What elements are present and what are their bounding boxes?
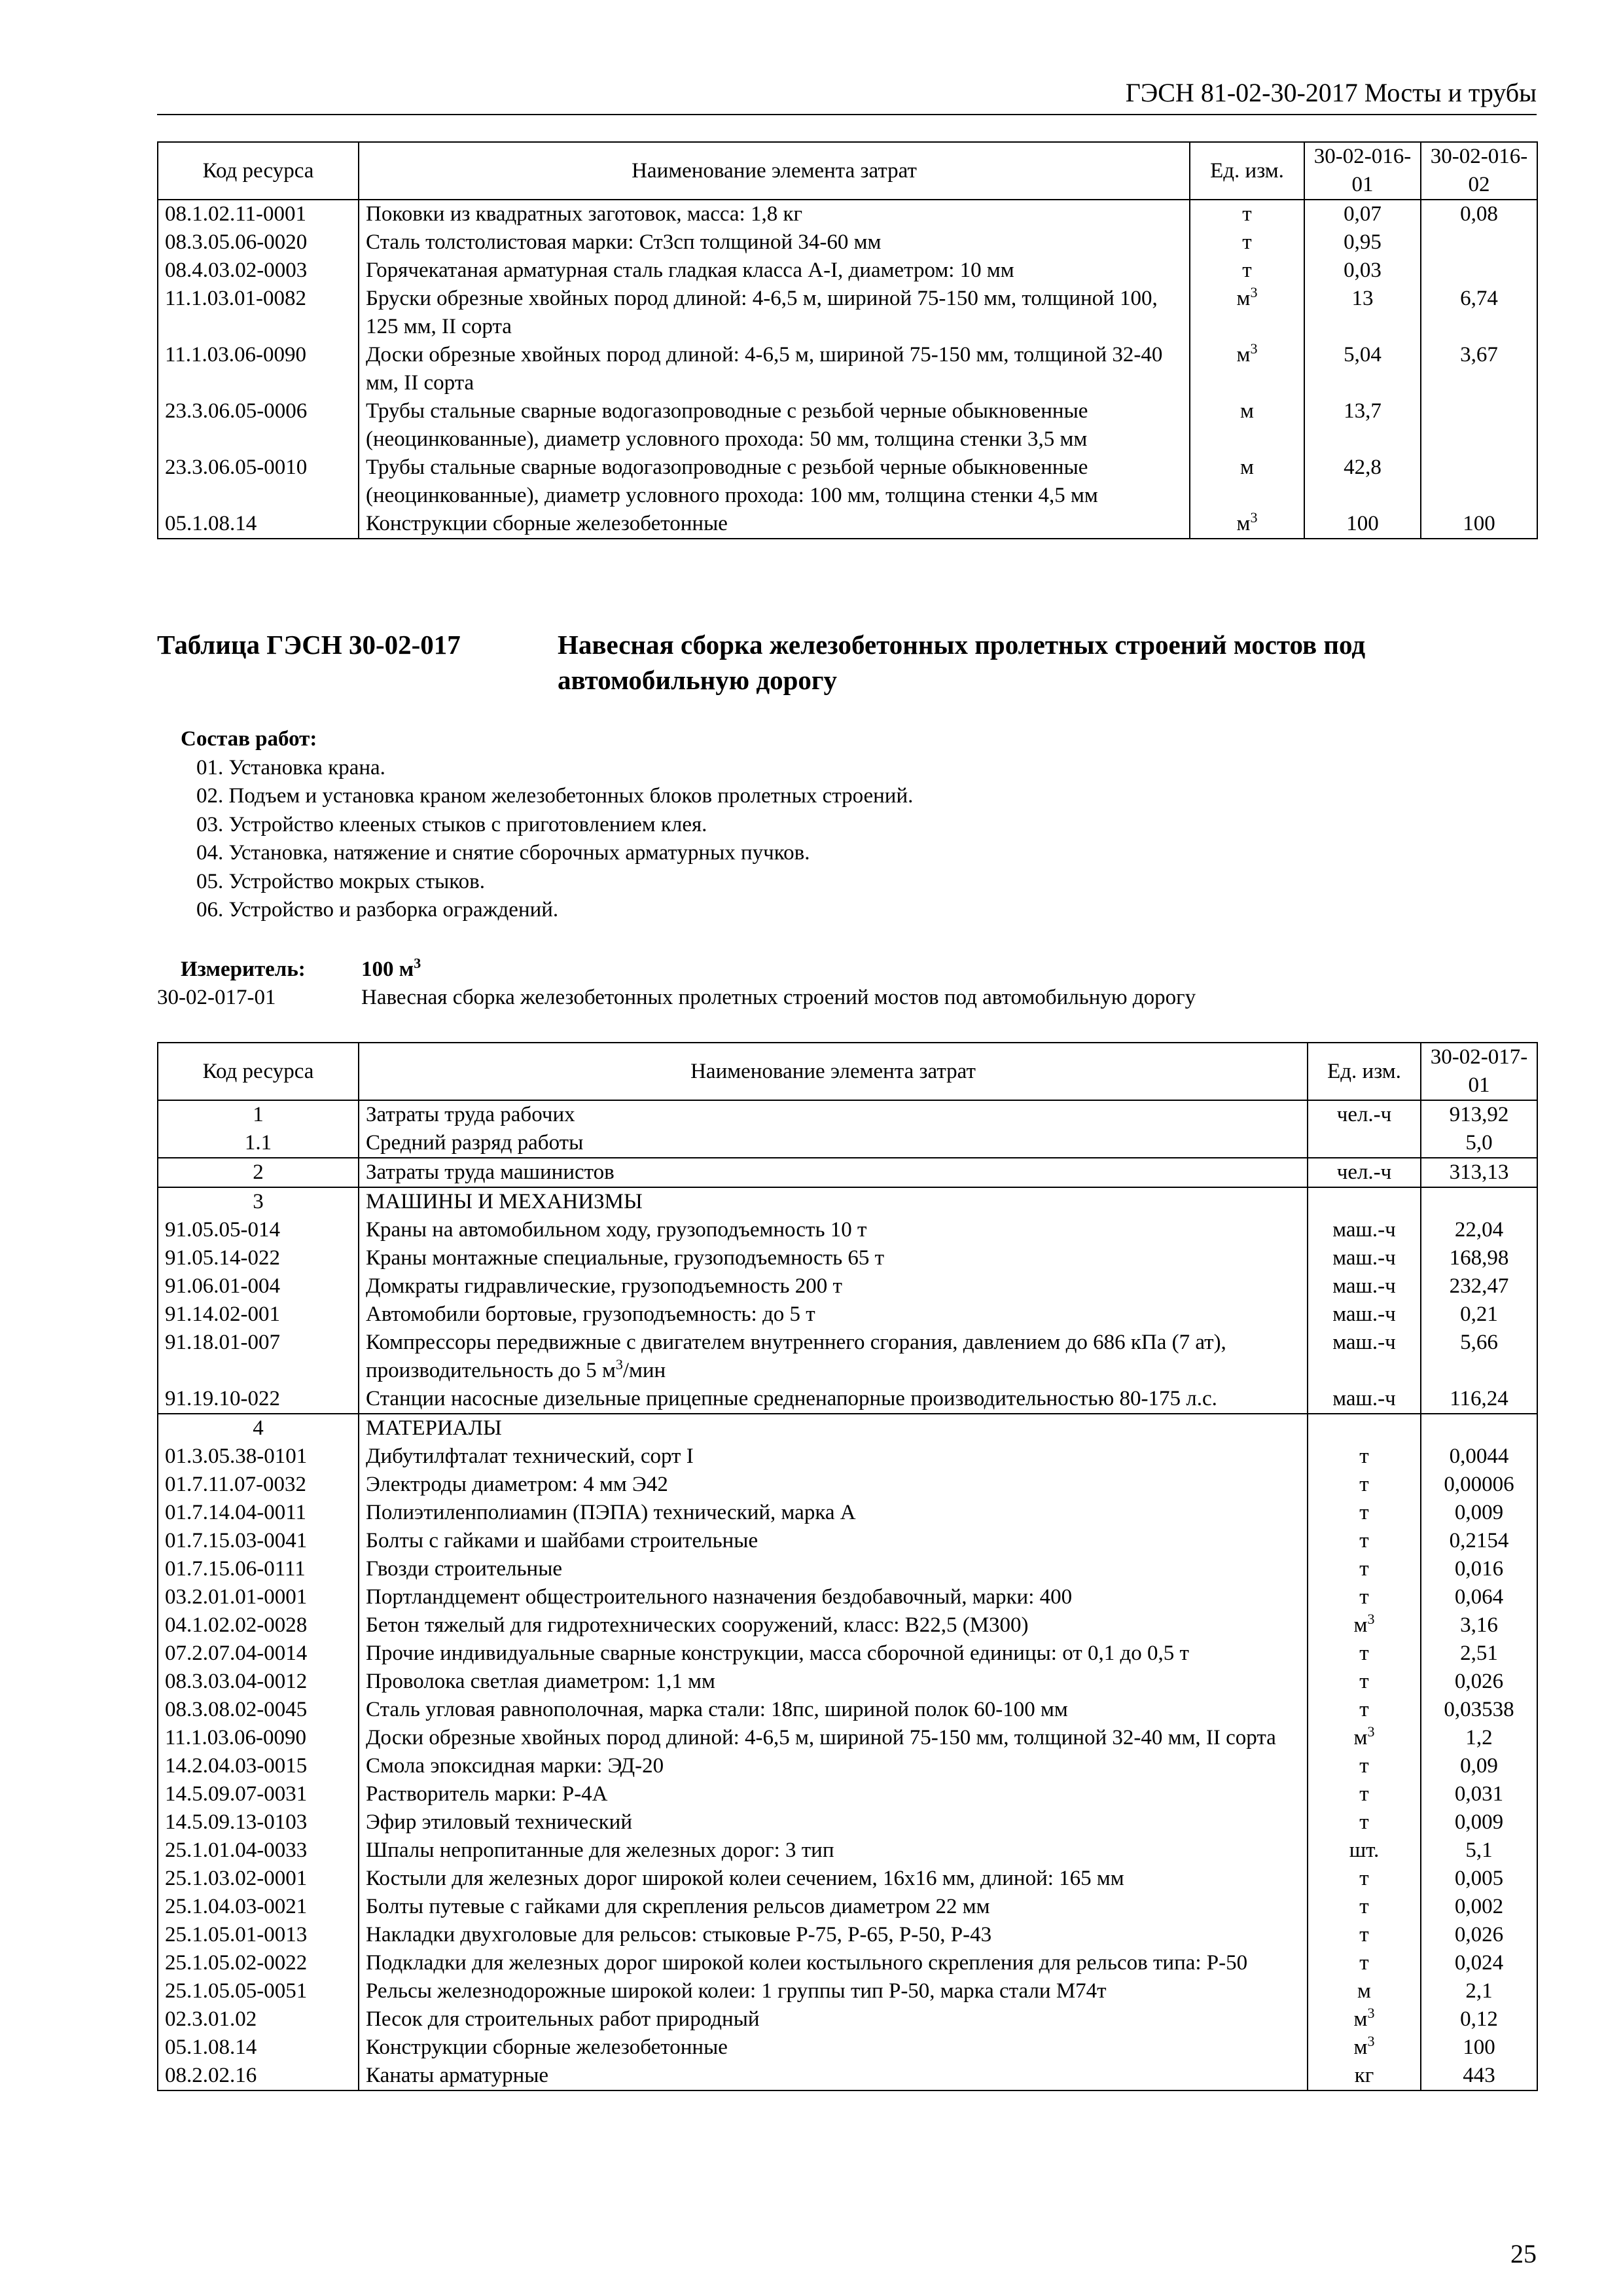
cell-name: Бетон тяжелый для гидротехнических сооружений, класс: В22,5 (М300): [359, 1611, 1308, 1640]
cell-code: 91.19.10-022: [158, 1385, 359, 1414]
cell-value-017-01: 0,031: [1421, 1780, 1537, 1808]
cell-name: Костыли для железных дорог широкой колеи сечением, 16х16 мм, длиной: 165 мм: [359, 1865, 1308, 1893]
table-row: [158, 2062, 1537, 2090]
group-row: [158, 1414, 1537, 1443]
table-row: [158, 257, 1537, 285]
cell-unit: т: [1308, 1949, 1421, 1977]
cell-name: Сталь толстолистовая марки: Ст3сп толщиной 34-60 мм: [359, 228, 1190, 257]
cell-name: Болты путевые с гайками для скрепления рельсов диаметром 22 мм: [359, 1893, 1308, 1921]
header-unit: Ед. изм.: [1308, 1043, 1421, 1100]
cell-code: 91.05.05-014: [158, 1216, 359, 1244]
cell-unit: $м^3$: [1190, 510, 1304, 539]
cell-code: 25.1.03.02-0001: [158, 1865, 359, 1893]
cell-value-017-01: 168,98: [1421, 1244, 1537, 1272]
cell-unit: [1308, 1187, 1421, 1216]
works-item: 06. Устройство и разборка ограждений.: [196, 898, 559, 922]
cell-value-017-01: 0,005: [1421, 1865, 1537, 1893]
meter-label: Измеритель:: [181, 958, 306, 981]
cell-unit: м: [1190, 397, 1304, 454]
cell-unit: $м^3$: [1308, 2005, 1421, 2034]
table-row: [158, 510, 1537, 539]
table-row: [158, 1244, 1537, 1272]
cell-code: 05.1.08.14: [158, 2034, 359, 2062]
table-row: [158, 1555, 1537, 1583]
cell-value-017-01: [1421, 1414, 1537, 1443]
cell-code: 02.3.01.02: [158, 2005, 359, 2034]
cell-value-017-01: 313,13: [1421, 1158, 1537, 1187]
works-title: Состав работ:: [181, 727, 317, 751]
cell-name: Компрессоры передвижные с двигателем внутреннего сгорания, давлением до 686 кПа (7 ат), производительность до 5 $м^3$/мин: [359, 1329, 1308, 1385]
table-row: [158, 1471, 1537, 1499]
cell-value-017-01: 0,00006: [1421, 1471, 1537, 1499]
cell-name: Затраты труда машинистов: [359, 1158, 1308, 1187]
cell-name: Домкраты гидравлические, грузоподъемность 200 т: [359, 1272, 1308, 1300]
table-row: [158, 1893, 1537, 1921]
table-row: [158, 1100, 1537, 1129]
cell-code: 1.1: [158, 1129, 359, 1158]
cell-code: 08.2.02.16: [158, 2062, 359, 2090]
cell-name: Бруски обрезные хвойных пород длиной: 4-6,5 м, шириной 75-150 мм, толщиной 100, 125 мм, II сорта: [359, 285, 1190, 341]
cell-value-016-01: 13,7: [1304, 397, 1421, 454]
cell-value-017-01: 3,16: [1421, 1611, 1537, 1640]
cell-value-017-01: 0,09: [1421, 1752, 1537, 1780]
table-row: [158, 1865, 1537, 1893]
cell-code: 1: [158, 1100, 359, 1129]
cell-value-017-01: 0,009: [1421, 1499, 1537, 1527]
cell-unit: маш.-ч: [1308, 1385, 1421, 1414]
table-row: [158, 1527, 1537, 1555]
cell-value-016-02: [1421, 397, 1537, 454]
cell-value-017-01: [1421, 1187, 1537, 1216]
cell-unit: $м^3$: [1308, 1724, 1421, 1752]
group-row: [158, 1187, 1537, 1216]
works-composition: [181, 725, 913, 925]
table-row: [158, 1272, 1537, 1300]
table-row: [158, 285, 1537, 341]
header-code: Код ресурса: [158, 142, 359, 200]
meter-value: 100 $м^3$: [361, 955, 421, 981]
cell-name: МАШИНЫ И МЕХАНИЗМЫ: [359, 1187, 1308, 1216]
cell-unit: [1308, 1414, 1421, 1443]
cell-name: Электроды диаметром: 4 мм Э42: [359, 1471, 1308, 1499]
cell-unit: т: [1308, 1865, 1421, 1893]
cell-unit: т: [1308, 1893, 1421, 1921]
cell-code: 14.5.09.07-0031: [158, 1780, 359, 1808]
cell-name: Шпалы непропитанные для железных дорог: 3 тип: [359, 1837, 1308, 1865]
cell-name: Дибутилфталат технический, сорт I: [359, 1443, 1308, 1471]
cell-code: 25.1.05.01-0013: [158, 1921, 359, 1949]
table-row: [158, 1808, 1537, 1837]
cell-code: 11.1.03.06-0090: [158, 1724, 359, 1752]
cell-code: 01.3.05.38-0101: [158, 1443, 359, 1471]
cell-name: Прочие индивидуальные сварные конструкции, масса сборочной единицы: от 0,1 до 0,5 т: [359, 1640, 1308, 1668]
cell-value-017-01: 0,009: [1421, 1808, 1537, 1837]
cell-value-017-01: 5,0: [1421, 1129, 1537, 1158]
cell-name: Доски обрезные хвойных пород длиной: 4-6,5 м, шириной 75-150 мм, толщиной 32-40 мм, II сорта: [359, 341, 1190, 397]
cell-value-017-01: 0,12: [1421, 2005, 1537, 2034]
cell-unit: маш.-ч: [1308, 1272, 1421, 1300]
cell-name: Эфир этиловый технический: [359, 1808, 1308, 1837]
cell-name: Горячекатаная арматурная сталь гладкая класса А-I, диаметром: 10 мм: [359, 257, 1190, 285]
cell-value-016-01: 42,8: [1304, 454, 1421, 510]
table-row: [158, 1752, 1537, 1780]
cell-name: Сталь угловая равнополочная, марка стали: 18пс, шириной полок 60-100 мм: [359, 1696, 1308, 1724]
table-row: [158, 397, 1537, 454]
cell-code: 07.2.07.04-0014: [158, 1640, 359, 1668]
cell-value-017-01: 22,04: [1421, 1216, 1537, 1244]
table-row: [158, 1921, 1537, 1949]
cell-code: 01.7.14.04-0011: [158, 1499, 359, 1527]
cell-code: 05.1.08.14: [158, 510, 359, 539]
cell-value-016-01: 0,03: [1304, 257, 1421, 285]
works-item: 04. Установка, натяжение и снятие сборочных арматурных пучков.: [196, 841, 810, 865]
cell-value-017-01: 0,026: [1421, 1668, 1537, 1696]
page-header: ГЭСН 81-02-30-2017 Мосты и трубы: [157, 77, 1537, 115]
table-row: [158, 1499, 1537, 1527]
cell-value-017-01: 0,064: [1421, 1583, 1537, 1611]
cell-unit: т: [1308, 1443, 1421, 1471]
cell-code: 04.1.02.02-0028: [158, 1611, 359, 1640]
cell-name: МАТЕРИАЛЫ: [359, 1414, 1308, 1443]
cell-unit: $м^3$: [1308, 1611, 1421, 1640]
cell-name: Затраты труда рабочих: [359, 1100, 1308, 1129]
cell-code: 08.3.03.04-0012: [158, 1668, 359, 1696]
cell-value-017-01: 0,016: [1421, 1555, 1537, 1583]
table-row: [158, 1443, 1537, 1471]
cell-code: 25.1.05.02-0022: [158, 1949, 359, 1977]
table-row: [158, 1385, 1537, 1414]
header-name: Наименование элемента затрат: [359, 1043, 1308, 1100]
cell-name: Песок для строительных работ природный: [359, 2005, 1308, 2034]
cell-value-017-01: 0,024: [1421, 1949, 1537, 1977]
header-col-017-01: 30-02-017-01: [1421, 1043, 1537, 1100]
cell-value-016-01: 0,07: [1304, 200, 1421, 228]
cell-value-017-01: 0,21: [1421, 1300, 1537, 1329]
cell-unit: т: [1308, 1780, 1421, 1808]
cell-unit: т: [1308, 1640, 1421, 1668]
cell-value-016-01: 0,95: [1304, 228, 1421, 257]
header-col-016-01: 30-02-016-01: [1304, 142, 1421, 200]
table-row: [158, 200, 1537, 228]
works-item: 01. Установка крана.: [196, 755, 385, 780]
table-row: [158, 1780, 1537, 1808]
cell-name: Накладки двухголовые для рельсов: стыковые Р-75, Р-65, Р-50, Р-43: [359, 1921, 1308, 1949]
cell-value-017-01: 0,026: [1421, 1921, 1537, 1949]
cell-code: 91.06.01-004: [158, 1272, 359, 1300]
cell-unit: т: [1308, 1808, 1421, 1837]
table-row: [158, 1300, 1537, 1329]
table-body: [158, 200, 1537, 539]
cell-unit: т: [1308, 1471, 1421, 1499]
cell-value-017-01: 0,2154: [1421, 1527, 1537, 1555]
cell-unit: маш.-ч: [1308, 1329, 1421, 1385]
cell-unit: т: [1190, 200, 1304, 228]
table-row: [158, 1668, 1537, 1696]
cell-unit: $м^3$: [1190, 341, 1304, 397]
cell-unit: т: [1190, 257, 1304, 285]
header-code: Код ресурса: [158, 1043, 359, 1100]
cell-unit: маш.-ч: [1308, 1244, 1421, 1272]
cell-code: 91.14.02-001: [158, 1300, 359, 1329]
cell-value-016-02: [1421, 228, 1537, 257]
cell-value-017-01: 232,47: [1421, 1272, 1537, 1300]
table-heading-label: Таблица ГЭСН 30-02-017: [157, 630, 461, 660]
table-row: [158, 1611, 1537, 1640]
table-row: [158, 1640, 1537, 1668]
cell-unit: т: [1308, 1527, 1421, 1555]
cell-value-017-01: 100: [1421, 2034, 1537, 2062]
cell-code: 01.7.11.07-0032: [158, 1471, 359, 1499]
cell-code: 25.1.05.05-0051: [158, 1977, 359, 2005]
cell-code: 23.3.06.05-0006: [158, 397, 359, 454]
cell-unit: кг: [1308, 2062, 1421, 2090]
cell-code: 2: [158, 1158, 359, 1187]
cell-name: Портландцемент общестроительного назначения бездобавочный, марки: 400: [359, 1583, 1308, 1611]
cell-name: Трубы стальные сварные водогазопроводные с резьбой черные обыкновенные (неоцинкованные), диаметр условного прохода: 100 мм, толщина стенки 4,5 мм: [359, 454, 1190, 510]
cell-code: 08.3.05.06-0020: [158, 228, 359, 257]
header-name: Наименование элемента затрат: [359, 142, 1190, 200]
cell-code: 01.7.15.03-0041: [158, 1527, 359, 1555]
table-row: [158, 454, 1537, 510]
table-heading-title: Навесная сборка железобетонных пролетных строений мостов под автомобильную дорогу: [558, 630, 1366, 695]
cell-value-017-01: 5,1: [1421, 1837, 1537, 1865]
cell-unit: шт.: [1308, 1837, 1421, 1865]
cell-unit: чел.-ч: [1308, 1158, 1421, 1187]
page-number: 25: [1510, 2239, 1537, 2269]
table-row: [158, 1724, 1537, 1752]
cell-code: 4: [158, 1414, 359, 1443]
cell-name: Краны на автомобильном ходу, грузоподъемность 10 т: [359, 1216, 1308, 1244]
cell-code: 25.1.04.03-0021: [158, 1893, 359, 1921]
cell-value-016-02: 100: [1421, 510, 1537, 539]
meter-description: Навесная сборка железобетонных пролетных строений мостов под автомобильную дорогу: [361, 986, 1196, 1009]
cell-unit: $м^3$: [1308, 2034, 1421, 2062]
cell-unit: маш.-ч: [1308, 1216, 1421, 1244]
cell-unit: чел.-ч: [1308, 1100, 1421, 1129]
cell-name: Болты с гайками и шайбами строительные: [359, 1527, 1308, 1555]
cell-code: 03.2.01.01-0001: [158, 1583, 359, 1611]
cell-code: 01.7.15.06-0111: [158, 1555, 359, 1583]
cell-value-017-01: 0,03538: [1421, 1696, 1537, 1724]
cell-unit: [1308, 1129, 1421, 1158]
meter-code: 30-02-017-01: [157, 986, 276, 1009]
cell-code: 25.1.01.04-0033: [158, 1837, 359, 1865]
cell-value-016-02: 0,08: [1421, 200, 1537, 228]
cell-value-017-01: 0,0044: [1421, 1443, 1537, 1471]
cell-code: 14.5.09.13-0103: [158, 1808, 359, 1837]
cell-unit: $м^3$: [1190, 285, 1304, 341]
table-row: [158, 341, 1537, 397]
cell-value-016-02: 3,67: [1421, 341, 1537, 397]
cell-unit: т: [1308, 1752, 1421, 1780]
table-row: [158, 1949, 1537, 1977]
cell-unit: маш.-ч: [1308, 1300, 1421, 1329]
cell-name: Канаты арматурные: [359, 2062, 1308, 2090]
cell-unit: т: [1308, 1555, 1421, 1583]
cell-value-016-02: [1421, 257, 1537, 285]
cell-name: Автомобили бортовые, грузоподъемность: до 5 т: [359, 1300, 1308, 1329]
cell-code: 3: [158, 1187, 359, 1216]
cell-name: Конструкции сборные железобетонные: [359, 510, 1190, 539]
cell-unit: т: [1308, 1668, 1421, 1696]
cell-name: Трубы стальные сварные водогазопроводные с резьбой черные обыкновенные (неоцинкованные), диаметр условного прохода: 50 мм, толщина стенки 3,5 мм: [359, 397, 1190, 454]
table-body: [158, 1100, 1537, 2090]
table-row: [158, 1129, 1537, 1158]
table-row: [158, 1696, 1537, 1724]
table-row: [158, 2034, 1537, 2062]
cell-unit: м: [1190, 454, 1304, 510]
cell-name: Растворитель марки: Р-4А: [359, 1780, 1308, 1808]
cell-code: 08.1.02.11-0001: [158, 200, 359, 228]
cell-name: Средний разряд работы: [359, 1129, 1308, 1158]
table-row: [158, 1329, 1537, 1385]
resource-table-30-02-016: [157, 141, 1538, 539]
cell-value-017-01: 443: [1421, 2062, 1537, 2090]
table-row: [158, 1216, 1537, 1244]
cell-code: 23.3.06.05-0010: [158, 454, 359, 510]
meter-block: [157, 956, 1537, 1012]
cell-value-016-01: 13: [1304, 285, 1421, 341]
cell-name: Поковки из квадратных заготовок, масса: 1,8 кг: [359, 200, 1190, 228]
cell-name: Полиэтиленполиамин (ПЭПА) технический, марка А: [359, 1499, 1308, 1527]
cell-value-016-01: 100: [1304, 510, 1421, 539]
cell-unit: т: [1308, 1921, 1421, 1949]
works-item: 03. Устройство клееных стыков с приготовлением клея.: [196, 812, 707, 836]
cell-name: Рельсы железнодорожные широкой колеи: 1 группы тип Р-50, марка стали М74т: [359, 1977, 1308, 2005]
cell-name: Гвозди строительные: [359, 1555, 1308, 1583]
cell-code: 91.18.01-007: [158, 1329, 359, 1385]
cell-code: 91.05.14-022: [158, 1244, 359, 1272]
table-row: [158, 2005, 1537, 2034]
table-row: [158, 1837, 1537, 1865]
cell-name: Станции насосные дизельные прицепные средненапорные производительностью 80-175 л.с.: [359, 1385, 1308, 1414]
cell-code: 14.2.04.03-0015: [158, 1752, 359, 1780]
resource-table-30-02-017: [157, 1042, 1538, 2091]
cell-unit: т: [1190, 228, 1304, 257]
cell-unit: т: [1308, 1583, 1421, 1611]
table-row: [158, 1583, 1537, 1611]
cell-value-017-01: 5,66: [1421, 1329, 1537, 1385]
cell-code: 11.1.03.01-0082: [158, 285, 359, 341]
works-item: 05. Устройство мокрых стыков.: [196, 869, 485, 893]
header-col-016-02: 30-02-016-02: [1421, 142, 1537, 200]
cell-value-017-01: 0,002: [1421, 1893, 1537, 1921]
cell-name: Смола эпоксидная марки: ЭД-20: [359, 1752, 1308, 1780]
cell-value-017-01: 1,2: [1421, 1724, 1537, 1752]
cell-name: Краны монтажные специальные, грузоподъемность 65 т: [359, 1244, 1308, 1272]
table-row: [158, 228, 1537, 257]
cell-unit: м: [1308, 1977, 1421, 2005]
cell-value-017-01: 2,1: [1421, 1977, 1537, 2005]
cell-value-016-01: 5,04: [1304, 341, 1421, 397]
works-item: 02. Подъем и установка краном железобетонных блоков пролетных строений.: [196, 784, 914, 808]
table-row: [158, 1977, 1537, 2005]
cell-name: Конструкции сборные железобетонные: [359, 2034, 1308, 2062]
cell-unit: т: [1308, 1696, 1421, 1724]
cell-code: 11.1.03.06-0090: [158, 341, 359, 397]
cell-name: Проволока светлая диаметром: 1,1 мм: [359, 1668, 1308, 1696]
header-unit: Ед. изм.: [1190, 142, 1304, 200]
cell-value-016-02: [1421, 454, 1537, 510]
cell-name: Подкладки для железных дорог широкой колеи костыльного скрепления для рельсов типа: Р-50: [359, 1949, 1308, 1977]
cell-unit: т: [1308, 1499, 1421, 1527]
cell-name: Доски обрезные хвойных пород длиной: 4-6,5 м, шириной 75-150 мм, толщиной 32-40 мм, II сорта: [359, 1724, 1308, 1752]
cell-value-016-02: 6,74: [1421, 285, 1537, 341]
cell-value-017-01: 2,51: [1421, 1640, 1537, 1668]
cell-value-017-01: 913,92: [1421, 1100, 1537, 1129]
cell-code: 08.3.08.02-0045: [158, 1696, 359, 1724]
cell-value-017-01: 116,24: [1421, 1385, 1537, 1414]
table-row: [158, 1158, 1537, 1187]
cell-code: 08.4.03.02-0003: [158, 257, 359, 285]
